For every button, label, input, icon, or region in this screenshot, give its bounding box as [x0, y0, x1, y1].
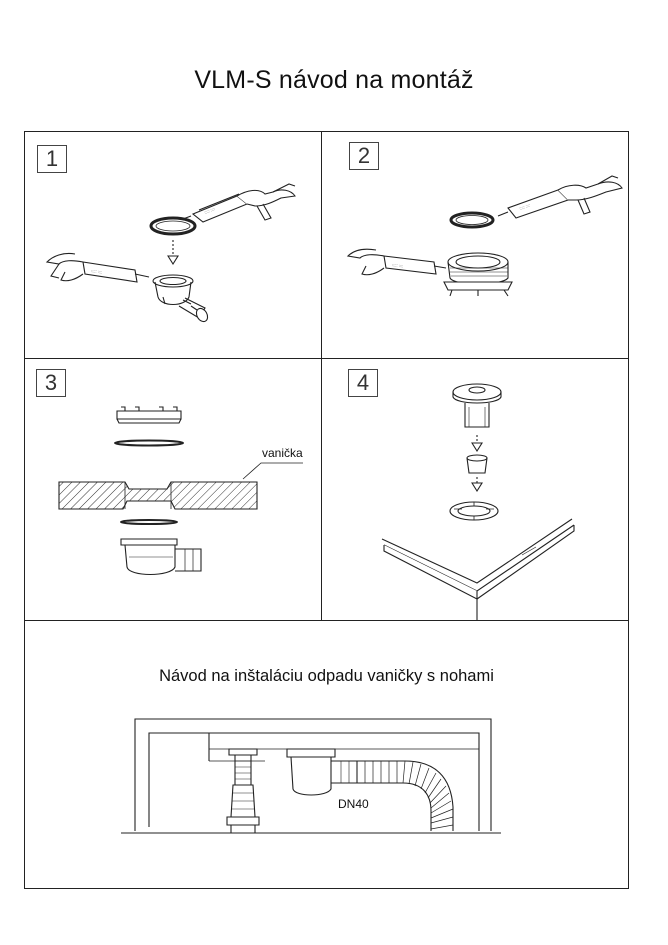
svg-text:::::: ::::: ::::: ::::	[391, 262, 404, 269]
step-4-illustration	[322, 359, 628, 621]
installation-title: Návod na inštaláciu odpadu vaničky s nohami	[159, 667, 494, 685]
step-4-number: 4	[348, 369, 378, 397]
sealant-gun-icon	[348, 249, 446, 275]
tray-frame-icon	[121, 719, 501, 833]
flexible-hose-icon	[357, 761, 453, 831]
step-3-panel	[25, 359, 322, 621]
pipe-size-label: DN40	[338, 797, 369, 811]
installation-illustration	[25, 621, 628, 888]
label-leader	[243, 463, 303, 479]
step-2-number: 2	[349, 142, 379, 170]
step-1-illustration	[25, 132, 322, 359]
svg-text:::::: ::::: ::::: ::::	[518, 202, 531, 211]
step-3-illustration	[25, 359, 322, 621]
instruction-grid	[24, 131, 629, 889]
drain-cap-icon	[453, 384, 501, 427]
drain-flange-icon	[444, 253, 512, 296]
step-3-number: 3	[36, 369, 66, 397]
installation-panel	[25, 621, 628, 888]
step-2-illustration	[322, 132, 628, 359]
sealant-gun-icon	[183, 184, 295, 222]
svg-text:::::: ::::: ::::: ::::	[203, 206, 216, 215]
tray-section-icon	[59, 482, 257, 509]
waste-outlet-icon	[153, 275, 210, 324]
page-title: VLM-S návod na montáž	[194, 66, 474, 94]
sealant-gun-icon	[498, 176, 622, 218]
gasket-ring-icon	[121, 520, 177, 524]
step-4-panel	[322, 359, 628, 621]
adjustable-foot-icon	[227, 749, 259, 833]
sealant-gun-icon	[47, 253, 149, 282]
strainer-icon	[467, 455, 487, 473]
waste-outlet-icon	[121, 539, 201, 575]
waste-outlet-icon	[287, 749, 357, 795]
tray-label: vanička	[262, 446, 303, 460]
step-1-panel	[25, 132, 322, 359]
step-2-panel	[322, 132, 628, 359]
svg-text:::::: ::::: ::::: ::::	[90, 268, 103, 275]
drain-top-icon	[117, 407, 181, 423]
step-1-number: 1	[37, 145, 67, 173]
shower-tray-icon	[382, 502, 574, 621]
gasket-ring-icon	[151, 218, 195, 234]
gasket-ring-icon	[115, 441, 183, 446]
